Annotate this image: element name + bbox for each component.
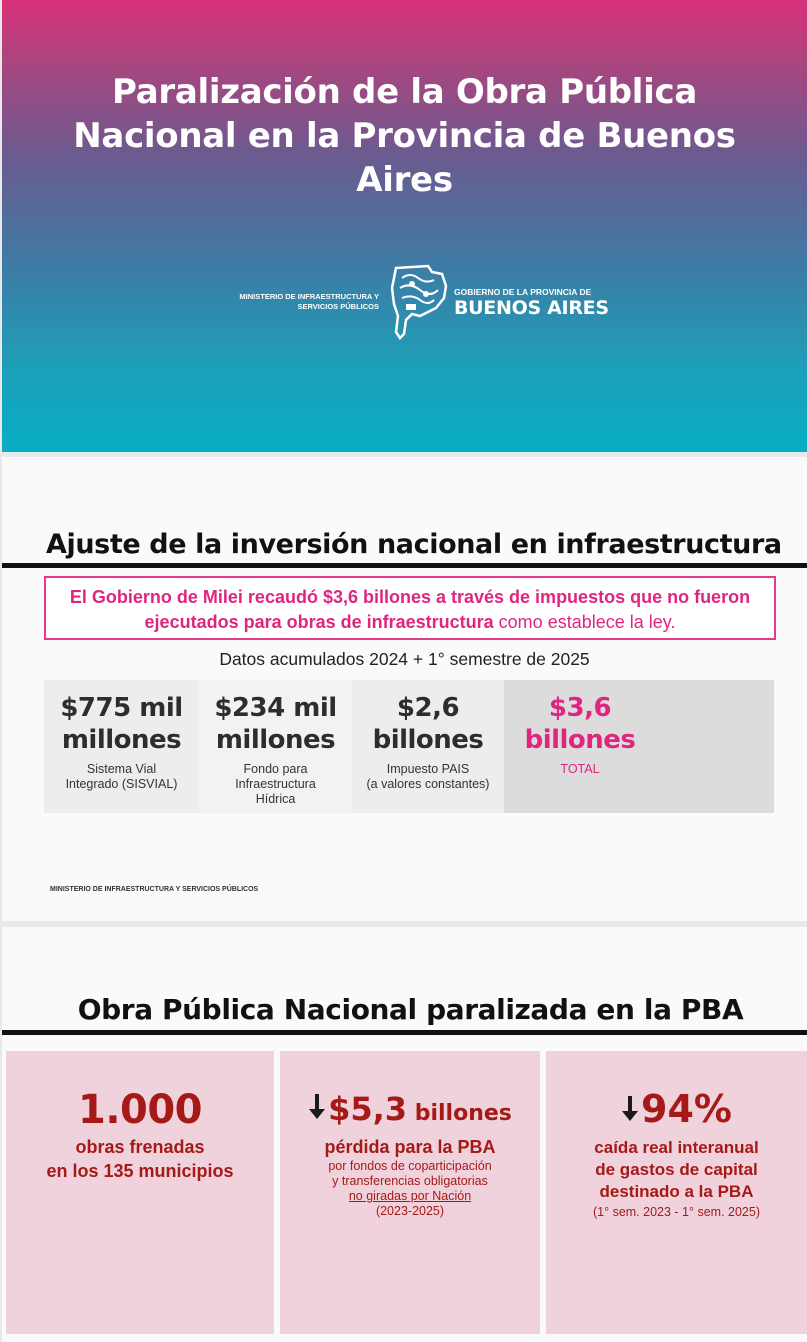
stat-value-line: millones	[215, 725, 336, 755]
stat-card-fondo-hidrico	[199, 680, 352, 813]
card-value	[546, 1087, 807, 1131]
card-label-line: obras frenadas	[75, 1137, 205, 1157]
arrow-down-icon	[621, 1096, 639, 1122]
section-title: Ajuste de la inversión nacional en infraestructura	[46, 529, 782, 560]
card-label-line: de gastos de capital	[595, 1160, 758, 1179]
ministry-line: MINISTERIO DE INFRAESTRUCTURA Y	[239, 292, 379, 301]
ministry-footer: MINISTERIO DE INFRAESTRUCTURA Y SERVICIOS PÚBLICOS	[50, 886, 259, 893]
ministry-logo-text	[239, 292, 379, 312]
stat-value-line: billones	[372, 725, 484, 755]
divider	[2, 1030, 807, 1035]
stat-card-sisvial	[44, 680, 199, 813]
stat-card-perdida	[280, 1051, 540, 1334]
callout-line	[46, 610, 774, 635]
card-value-unit: billones	[407, 1101, 512, 1126]
stat-value	[504, 692, 656, 756]
card-value-number: 94%	[641, 1087, 732, 1131]
card-note: (1° sem. 2023 - 1° sem. 2025)	[592, 1205, 761, 1219]
stat-label-line: Integrado (SISVIAL)	[65, 777, 178, 791]
callout-text	[46, 585, 774, 635]
ministry-line: SERVICIOS PÚBLICOS	[297, 302, 379, 311]
title-line: Paralización de la Obra Pública	[112, 72, 697, 112]
stat-value-line: millones	[61, 725, 182, 755]
stat-value-line: $2,6	[396, 693, 460, 723]
card-note-line: (2023-2025)	[375, 1204, 445, 1218]
stat-value	[352, 692, 504, 756]
callout-box	[44, 576, 776, 640]
investment-panel	[2, 457, 807, 921]
card-value	[280, 1089, 540, 1129]
card-note-underlined: no giradas por Nación	[348, 1189, 472, 1203]
gov-big-text: BUENOS AIRES	[454, 297, 609, 319]
section-title: Obra Pública Nacional paralizada en la PBA	[77, 993, 744, 1026]
card-label	[546, 1137, 807, 1203]
stat-label	[352, 762, 504, 792]
stat-card-impuesto-pais	[352, 680, 504, 813]
divider	[2, 563, 807, 568]
stat-value	[44, 692, 199, 756]
data-subtitle: Datos acumulados 2024 + 1° semestre de 2025	[219, 649, 590, 669]
stat-label-line: Fondo para	[243, 762, 308, 776]
stat-value	[199, 692, 352, 756]
arrow-down-icon	[308, 1094, 326, 1120]
stat-label	[199, 762, 352, 807]
stat-value-line: $234 mil	[214, 693, 337, 723]
gov-small-text: GOBIERNO DE LA PROVINCIA DE	[454, 287, 592, 297]
stat-label-line: Impuesto PAIS	[386, 762, 470, 776]
stat-card-total	[504, 680, 774, 813]
title-line: Aires	[356, 160, 453, 200]
stat-value-line: $775 mil	[60, 693, 183, 723]
stat-card-obras	[6, 1051, 274, 1334]
card-value: 1.000	[77, 1087, 203, 1133]
stat-label-line: Hídrica	[255, 792, 296, 806]
stat-card-caida	[546, 1051, 807, 1334]
title-line: Nacional en la Provincia de Buenos	[73, 116, 736, 156]
card-label	[6, 1135, 274, 1183]
stat-label	[44, 762, 199, 792]
stat-label-line: (a valores constantes)	[366, 777, 490, 791]
hero-banner	[2, 0, 807, 452]
card-label-line: en los 135 municipios	[46, 1161, 234, 1181]
card-note-line: por fondos de coparticipación	[328, 1159, 492, 1173]
card-note	[280, 1159, 540, 1219]
card-value-number: $5,3	[328, 1090, 408, 1128]
stat-label-line: Infraestructura	[235, 777, 316, 791]
logos-row	[2, 262, 807, 342]
callout-line: El Gobierno de Milei recaudó $3,6 billones a través de impuestos que no fueron	[69, 587, 751, 607]
card-label: pérdida para la PBA	[324, 1137, 496, 1157]
card-label-line: destinado a la PBA	[599, 1182, 754, 1201]
page-title	[2, 70, 807, 202]
stat-label-line: TOTAL	[560, 762, 600, 776]
stat-value-line: billones	[524, 725, 636, 755]
callout-bold: ejecutados para obras de infraestructura	[144, 612, 494, 632]
stat-label	[504, 762, 656, 777]
card-label-line: caída real interanual	[594, 1138, 759, 1157]
stat-value-line: $3,6	[548, 693, 612, 723]
callout-light: como establece la ley.	[493, 612, 676, 632]
province-logo-text	[454, 287, 609, 319]
province-shield-icon	[390, 264, 448, 340]
card-note-line: y transferencias obligatorias	[332, 1174, 488, 1188]
stat-label-line: Sistema Vial	[86, 762, 157, 776]
paralyzed-works-panel	[2, 927, 807, 1342]
